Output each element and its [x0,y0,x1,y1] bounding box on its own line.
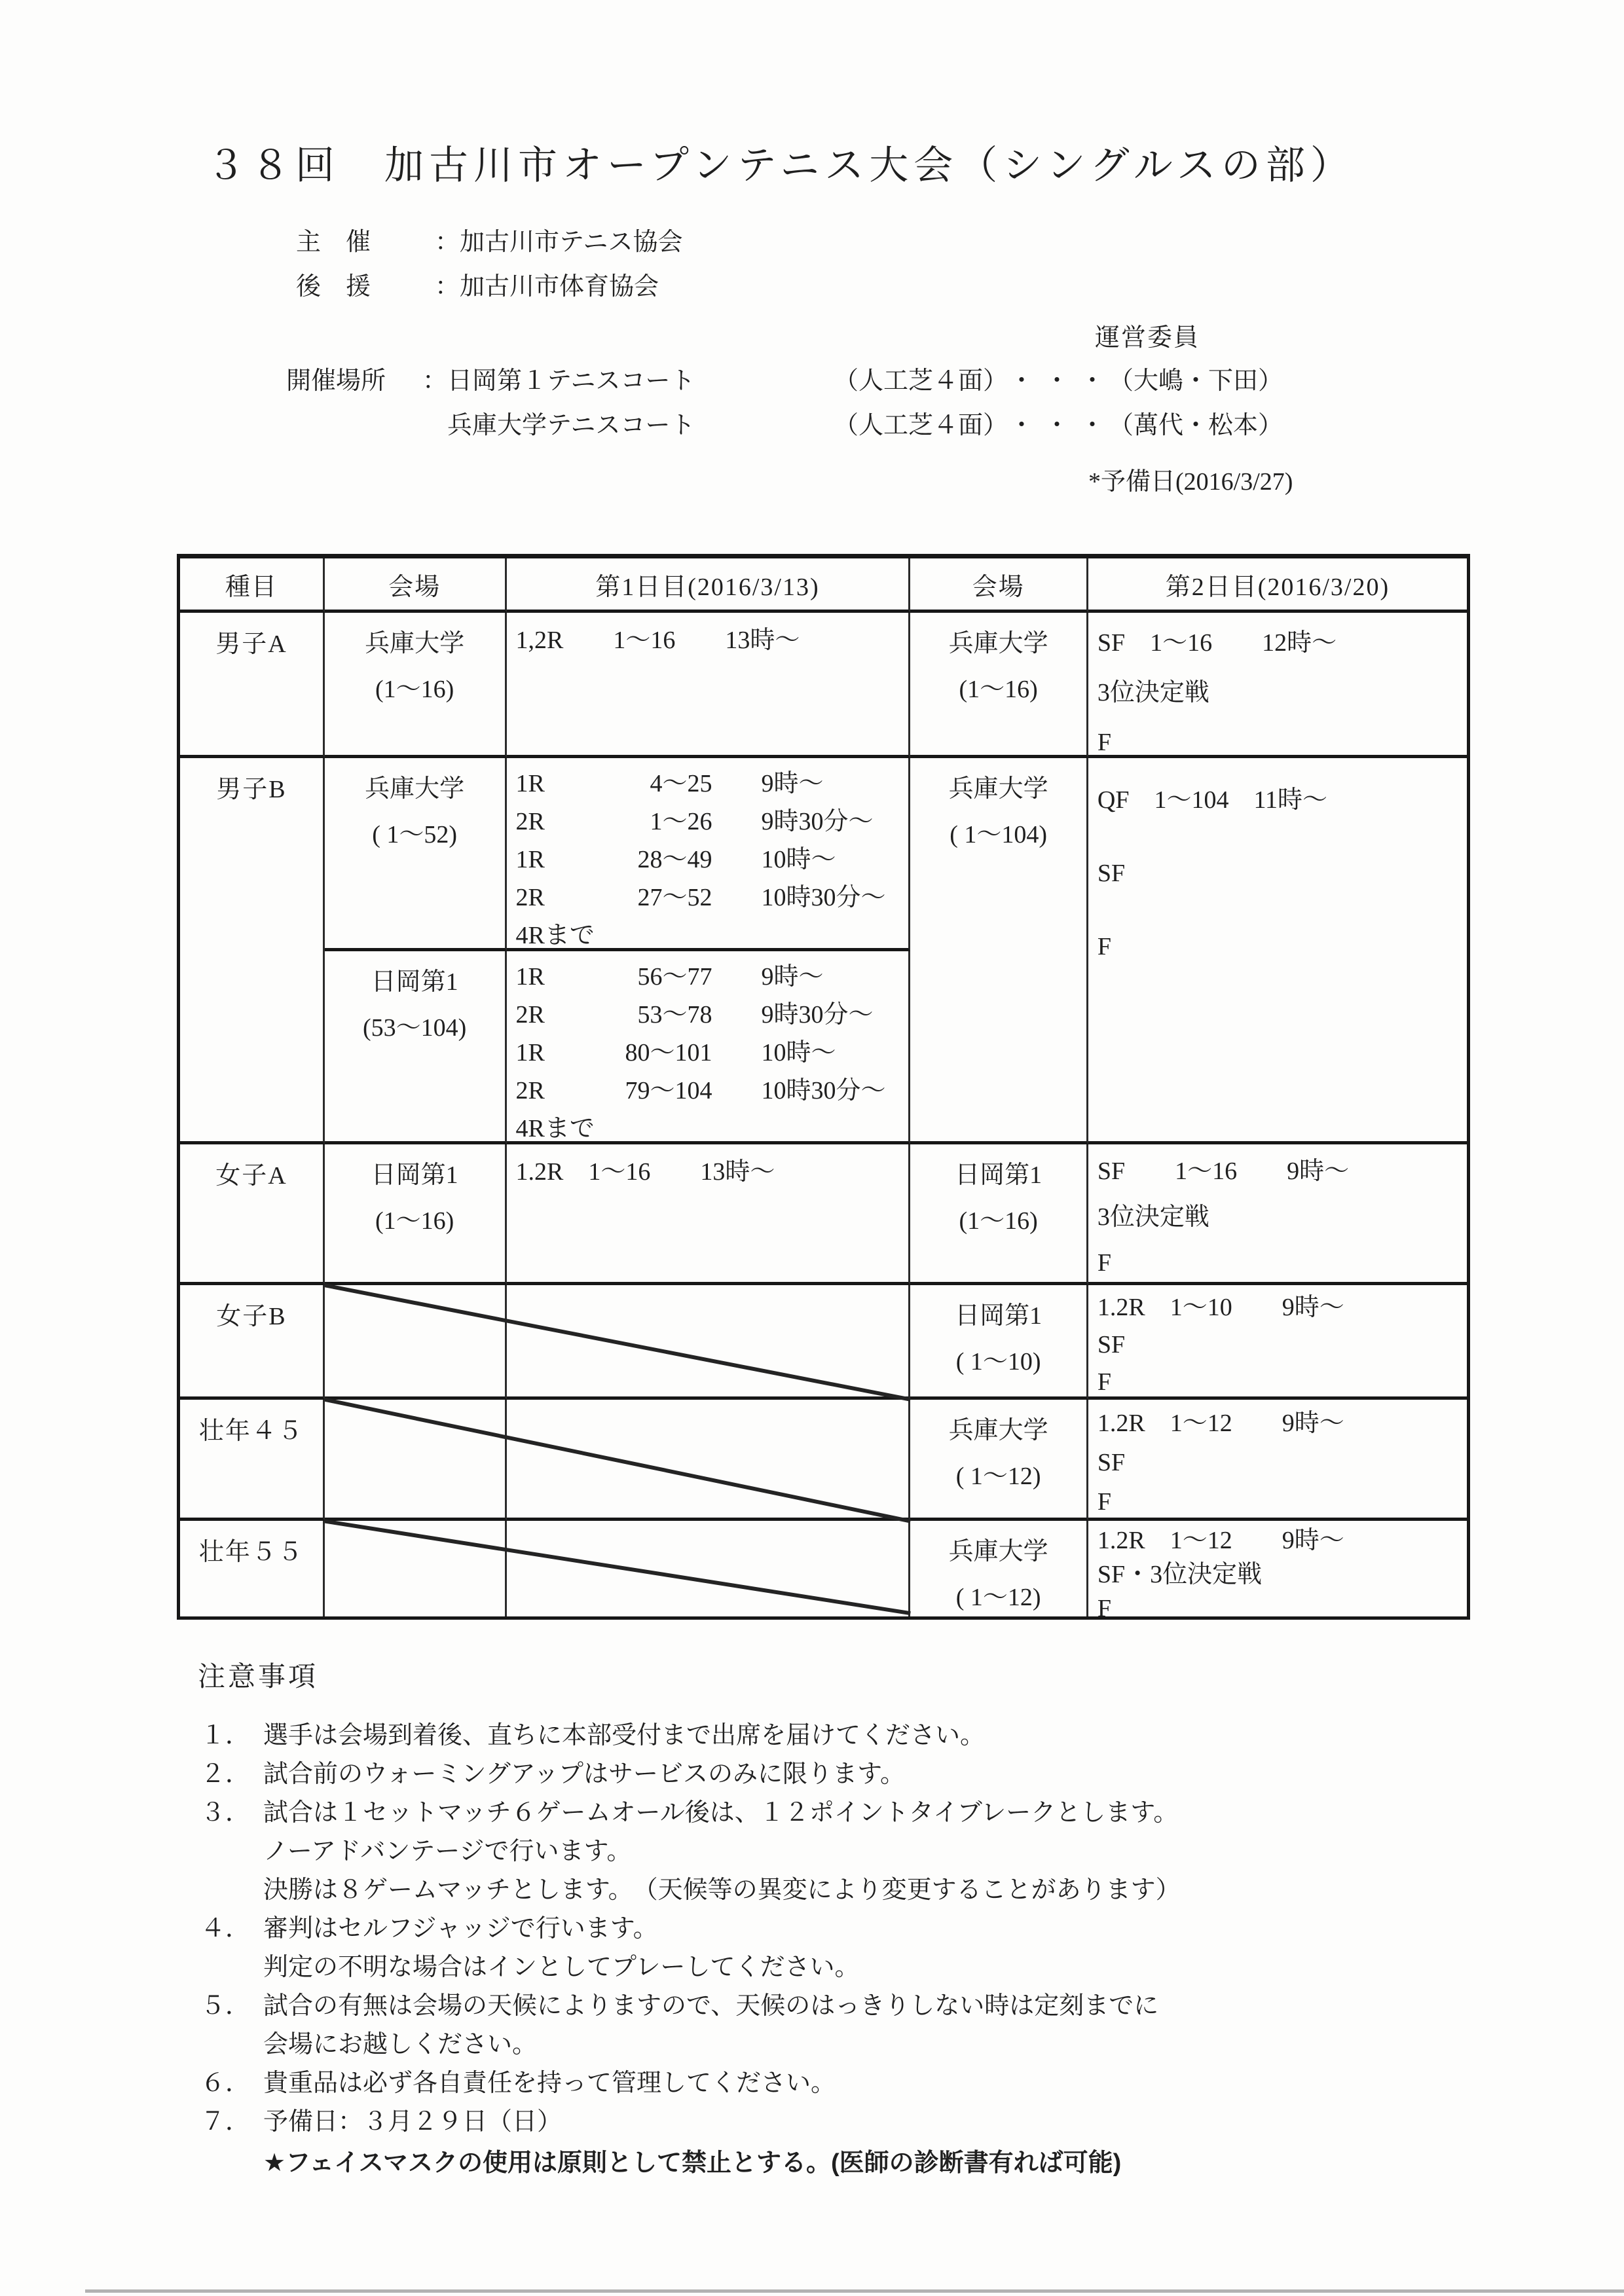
note-text: 選手は会場到着後、直ちに本部受付まで出席を届けてください。 [263,1722,986,1749]
start-time: 10時～ [761,1039,836,1066]
schedule-table [177,554,1470,1620]
note-number: １． [200,1722,251,1749]
page-title: ３８回 加古川市オープンテニス大会（シングルスの部） [206,144,1355,187]
day2-line: 3位決定戦 [1097,679,1209,706]
womens-b-day2 [1088,1285,1467,1400]
draw-range: 4～25 [650,770,712,797]
senior-55-venue1-empty [325,1521,507,1616]
mens-a-venue1 [325,613,507,758]
note-number: ２． [200,1760,251,1788]
venue-name: 兵庫大学 [948,1417,1048,1444]
round: 2R [515,1077,545,1104]
committee-label: 運営委員 [1095,324,1200,352]
round: 1R [515,1039,545,1066]
womens-a-day2 [1088,1144,1467,1285]
senior-45-venue2 [910,1400,1088,1521]
col-header-day1: 第1日目(2016/3/13) [507,558,911,613]
senior-45-day2 [1088,1400,1467,1521]
womens-a-day1: 1.2R 1～16 13時～ [507,1144,911,1285]
senior-45-venue1-empty [325,1400,507,1521]
notes-heading: 注意事項 [198,1662,319,1692]
mens-b-venue2 [910,758,1088,1144]
start-time: 10時～ [761,846,836,873]
day2-line: SF 1～16 9時～ [1097,1157,1350,1185]
venue-2-staff: （萬代・松本） [1109,412,1283,439]
note-item-3-cont [200,1832,1181,1871]
womens-b-venue2 [910,1285,1088,1400]
venue-range: (53～104) [363,1014,467,1042]
note-number-spacer [200,1948,263,1987]
note-item-1 [200,1717,1181,1755]
venue-2-surface: （人工芝４面） [834,412,1008,439]
venue-label: 開催場所 [286,367,386,395]
round: 1R [515,846,545,873]
day2-line: QF 1～104 11時～ [1097,786,1328,814]
day2-line: 3位決定戦 [1097,1203,1209,1231]
day2-line: SF [1097,860,1126,887]
schedule-line [516,917,909,951]
day2-line: 1.2R 1～12 9時～ [1097,1410,1344,1437]
venue-name: 兵庫大学 [365,630,465,657]
womens-b-venue1-empty [325,1285,507,1400]
note-item-6 [200,2064,1181,2103]
note-number-spacer [200,1832,263,1871]
venue-name: 兵庫大学 [365,775,465,803]
day2-line: SF [1097,1331,1126,1358]
venue-name: 日岡第1 [371,968,458,996]
note-number-spacer [200,2026,263,2064]
day2-line: SF [1097,1449,1126,1476]
day2-line: F [1097,729,1112,756]
start-time: 9時30分～ [761,808,874,835]
event-senior-45: 壮年４５ [180,1400,325,1521]
schedule-line [516,879,909,917]
day2-line: F [1097,1595,1112,1616]
col-header-venue1: 会場 [325,558,507,613]
sponsor-block [296,220,682,309]
day2-line: F [1097,1488,1112,1516]
venue-1-staff: （大嶋・下田） [1109,367,1283,395]
draw-range: 1～26 [650,808,712,835]
mens-a-day2 [1088,613,1467,758]
supporter-row [296,264,682,309]
venue-2-name: 兵庫大学テニスコート [422,412,695,439]
note-item-7 [200,2103,1181,2141]
venue-name: 日岡第1 [955,1302,1043,1330]
day2-line: 1.2R 1～12 9時～ [1097,1527,1344,1554]
organizer-row [296,220,682,264]
note-item-5 [200,1987,1181,2026]
draw-range [581,917,712,951]
day2-line: F [1097,933,1112,960]
senior-55-day1-empty [507,1521,911,1616]
venue-range: ( 1～12) [955,1463,1041,1490]
venue-name: 兵庫大学 [948,775,1048,803]
note-number: ３． [200,1799,251,1827]
note-number: ４． [200,1915,251,1942]
supporter-label: 後 援 [296,273,371,301]
venue-1-name: ：日岡第１テニスコート [422,367,695,395]
note-number: ７． [200,2108,251,2136]
note-item-3 [200,1794,1181,1832]
mens-b-day1b [507,951,911,1144]
note-text: 決勝は８ゲームマッチとします。 （天候等の異変により変更することがあります） [263,1876,1181,1904]
schedule-line [516,1034,909,1072]
note-number: ５． [200,1992,251,2020]
draw-range: 28～49 [637,846,712,873]
venue-range: (1～16) [375,1207,454,1235]
col-header-venue2: 会場 [910,558,1088,613]
draw-range: 56～77 [637,963,712,991]
womens-a-venue2 [910,1144,1088,1285]
organizer-label: 主 催 [296,228,371,256]
note-item-5-cont [200,2026,1181,2064]
mens-a-venue2 [910,613,1088,758]
senior-45-day1-empty [507,1400,911,1521]
draw-range: 79～104 [625,1077,712,1104]
round: 1R [515,770,545,797]
note-item-4-cont [200,1948,1181,1987]
venue-1-dots: ・・・ [1009,367,1116,395]
supporter-value: ：加古川市体育協会 [435,273,659,301]
start-time: 9時～ [761,770,824,797]
venue-label-spacer [286,403,422,448]
day2-line: SF・3位決定戦 [1097,1561,1263,1588]
day2-line: F [1097,1368,1112,1396]
draw-range: 27～52 [637,884,712,911]
event-womens-a: 女子A [180,1144,325,1285]
venue-2-dots: ・・・ [1009,412,1116,439]
day2-line: 1.2R 1～10 9時～ [1097,1294,1344,1321]
venue-range: ( 1～104) [950,821,1047,848]
col-header-event: 種目 [180,558,325,613]
reserve-day-note: *予備日(2016/3/27) [1088,468,1293,496]
note-text: 予備日：３月２９日（日） [263,2108,563,2136]
womens-b-day1-empty [507,1285,911,1400]
start-time: 10時30分～ [761,1077,886,1104]
schedule-line [516,841,909,879]
note-text: 判定の不明な場合はインとしてプレーしてください。 [263,1954,860,1981]
venue-block [286,359,1283,448]
event-senior-55: 壮年５５ [180,1521,325,1616]
venue-name: 兵庫大学 [948,630,1048,657]
venue-1-surface: （人工芝４面） [834,367,1008,395]
day2-line: SF 1～16 12時～ [1097,629,1337,657]
venue-range: (1～16) [959,676,1038,703]
note-text: 試合の有無は会場の天候によりますので、天候のはっきりしない時は定刻までに [263,1992,1159,2020]
note-text: 会場にお越しください。 [263,2031,538,2058]
round: 4Rまで [515,922,595,949]
schedule-line [516,803,909,841]
start-time: 10時30分～ [761,884,886,911]
note-item-4 [200,1910,1181,1948]
venue-name: 日岡第1 [955,1161,1043,1189]
draw-range [581,1110,712,1144]
note-item-3-cont [200,1871,1181,1910]
event-mens-a: 男子A [180,613,325,758]
note-text: ノーアドバンテージで行います。 [263,1838,632,1865]
mens-b-venue1b [325,951,507,1144]
day2-line: F [1097,1249,1112,1277]
womens-a-venue1 [325,1144,507,1285]
note-number: ６． [200,2069,251,2097]
event-mens-b: 男子B [180,758,325,1144]
notes-list [200,1717,1181,2183]
round: 4Rまで [515,1115,595,1142]
senior-55-venue2 [910,1521,1088,1616]
venue-range: (1～16) [375,676,454,703]
organizer-value: ：加古川市テニス協会 [435,228,683,256]
venue-range: ( 1～12) [955,1584,1041,1611]
note-text: 試合前のウォーミングアップはサービスのみに限ります。 [263,1760,906,1788]
mens-a-day1: 1,2R 1～16 13時～ [507,613,911,758]
note-text: 審判はセルフジャッジで行います。 [263,1915,658,1942]
mens-b-venue1a [325,758,507,951]
note-text: 貴重品は必ず各自責任を持って管理してください。 [263,2069,836,2097]
round: 1R [515,963,545,991]
venue-range: ( 1～52) [372,821,458,848]
schedule-line [516,958,909,996]
note-number-spacer [200,1871,263,1910]
schedule-line [516,996,909,1034]
schedule-line [516,1110,909,1144]
mens-b-day1a [507,758,911,951]
round: 2R [515,884,545,911]
note-text: 試合は１セットマッチ６ゲームオール後は、１２ポイントタイブレークとします。 [263,1799,1179,1827]
round: 2R [515,808,545,835]
facemask-warning: ★フェイスマスクの使用は原則として禁止とする。(医師の診断書有れば可能) [263,2149,1122,2177]
note-item-2 [200,1755,1181,1794]
schedule-grid [180,558,1467,1616]
event-womens-b: 女子B [180,1285,325,1400]
draw-range: 53～78 [637,1001,712,1029]
schedule-line [516,765,909,803]
schedule-line [516,1072,909,1110]
venue-name: 日岡第1 [371,1161,458,1189]
venue-name: 兵庫大学 [948,1538,1048,1565]
mens-b-day2 [1088,758,1467,1144]
col-header-day2: 第2日目(2016/3/20) [1088,558,1467,613]
start-time: 9時～ [761,963,824,991]
draw-range: 80～101 [625,1039,712,1066]
scan-artifact [85,2289,1624,2293]
venue-range: ( 1～10) [955,1348,1041,1376]
round: 2R [515,1001,545,1029]
venue-range: (1～16) [959,1207,1038,1235]
senior-55-day2 [1088,1521,1467,1616]
start-time: 9時30分～ [761,1001,874,1029]
